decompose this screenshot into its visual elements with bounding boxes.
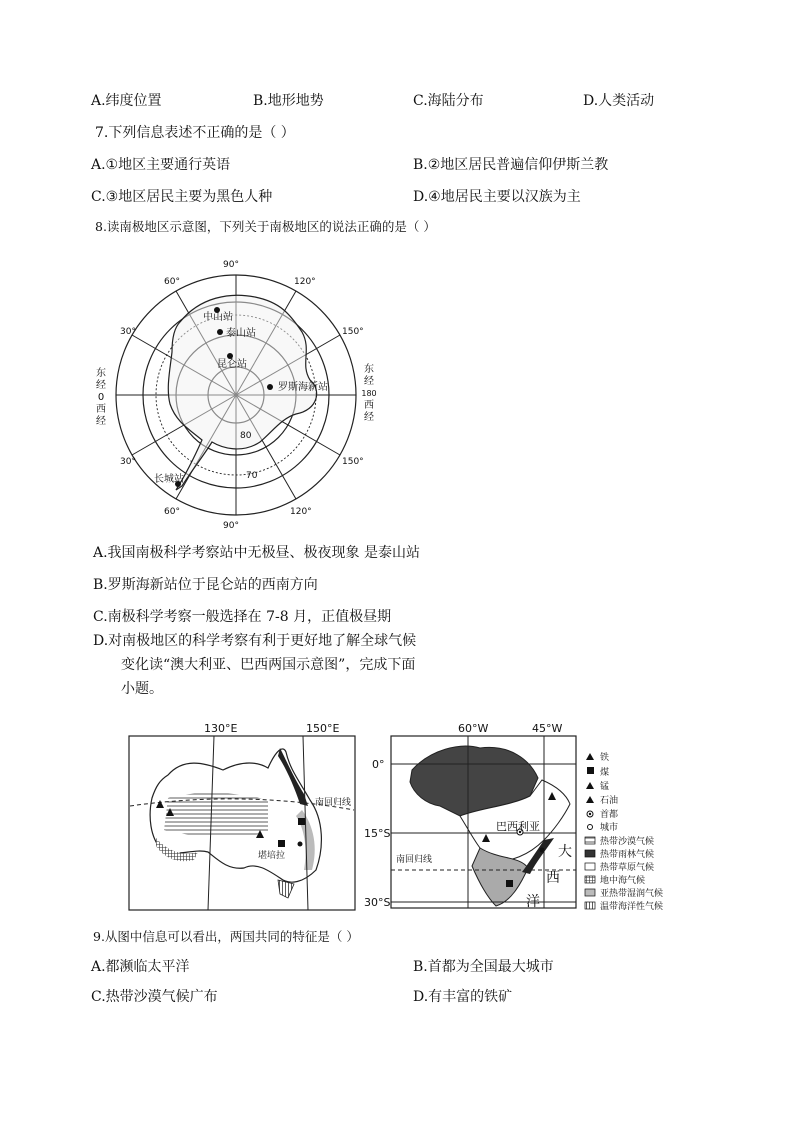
svg-text:锰: 锰 xyxy=(600,782,610,792)
lon-label-top: 90° xyxy=(223,260,239,270)
map-legend xyxy=(585,751,663,912)
q6-option-d: D.人类活动 xyxy=(583,93,655,109)
q9-option-a: A.都濒临太平洋 xyxy=(91,959,190,975)
taishan-station-marker xyxy=(217,329,223,335)
lon-label-top-left: 60° xyxy=(164,277,180,287)
legend-savanna-swatch xyxy=(585,863,595,870)
legend-oil-icon xyxy=(586,796,594,803)
station-label-taishan: 泰山站 xyxy=(226,328,256,339)
q9-option-c: C.热带沙漠气候广布 xyxy=(91,989,218,1005)
lat-label-30s: 30°S xyxy=(364,896,391,909)
q7-option-a: A.①地区主要通行英语 xyxy=(91,157,231,173)
q8-option-a: A.我国南极科学考察站中无极昼、极夜现象 是泰山站 xyxy=(93,545,421,561)
svg-text:亚热带湿润气候: 亚热带湿润气候 xyxy=(600,889,664,899)
q8-option-b: B.罗斯海新站位于昆仑站的西南方向 xyxy=(93,577,318,593)
legend-rainforest-swatch xyxy=(585,850,595,857)
q8-option-d: D.对南极地区的科学考察有利于更好地了解全球气候 xyxy=(93,633,417,649)
lon-label-bottom: 90° xyxy=(223,521,239,531)
legend-city-icon xyxy=(588,825,593,830)
lon-label-130e: 130°E xyxy=(204,722,238,735)
q7-option-b: B.②地区居民普遍信仰伊斯兰教 xyxy=(413,157,609,173)
svg-text:煤: 煤 xyxy=(600,768,610,778)
legend-mediterranean-swatch xyxy=(585,876,595,883)
lat-label-70: 70 xyxy=(246,471,258,481)
left-axis-2: 经 xyxy=(96,380,106,391)
station-label-ross-sea: 罗斯海新站 xyxy=(278,382,328,393)
svg-text:石油: 石油 xyxy=(600,796,619,806)
svg-text:铁: 铁 xyxy=(600,753,610,763)
right-axis-1: 东 xyxy=(364,364,374,375)
legend-maritime-swatch xyxy=(585,902,595,909)
coal-marker xyxy=(298,818,305,825)
q8-continuation-1: 变化读“澳大利亚、巴西两国示意图”，完成下面 xyxy=(121,657,416,673)
left-axis-1: 东 xyxy=(96,368,106,379)
q6-option-c: C.海陆分布 xyxy=(413,93,484,109)
brazil-map xyxy=(360,720,670,915)
lon-label-lower-left: 30° xyxy=(120,457,136,467)
right-axis-4: 西 xyxy=(364,400,374,411)
legend-iron-icon xyxy=(586,753,594,760)
q8-stem: 8.读南极地区示意图，下列关于南极地区的说法正确的是（ ） xyxy=(95,219,436,234)
ross-sea-station-marker xyxy=(267,384,273,390)
svg-text:城市: 城市 xyxy=(600,823,619,833)
legend-coal-icon xyxy=(587,767,594,774)
lat-label-15s: 15°S xyxy=(364,827,391,840)
svg-text:热带沙漠气候: 热带沙漠气候 xyxy=(600,837,655,847)
australia-map xyxy=(128,720,358,912)
left-axis-5: 经 xyxy=(96,416,106,427)
q8-continuation-2: 小题。 xyxy=(121,681,163,697)
lon-label-upper-left: 30° xyxy=(120,327,136,337)
tropic-label-australia: 南回归线 xyxy=(315,798,352,808)
lon-label-60w: 60°W xyxy=(458,722,489,735)
q8-option-c: C.南极科学考察一般选择在 7-8 月，正值极昼期 xyxy=(93,609,392,625)
antarctic-map xyxy=(90,252,390,537)
brasilia-label: 巴西利亚 xyxy=(496,820,540,833)
lat-label-0: 0° xyxy=(372,758,385,771)
svg-text:首都: 首都 xyxy=(600,810,619,820)
left-axis-3: 0 xyxy=(97,392,105,403)
right-axis-2: 经 xyxy=(364,376,374,387)
svg-text:温带海洋性气候: 温带海洋性气候 xyxy=(600,902,664,912)
q6-option-b: B.地形地势 xyxy=(253,93,324,109)
lon-label-bottom-right: 120° xyxy=(290,507,312,517)
lon-label-45w: 45°W xyxy=(532,722,563,735)
legend-humid-subtropical-swatch xyxy=(585,889,595,896)
q9-option-d: D.有丰富的铁矿 xyxy=(413,989,513,1005)
legend-desert-swatch xyxy=(585,837,595,844)
svg-text:热带草原气候: 热带草原气候 xyxy=(600,863,655,873)
lon-label-150e: 150°E xyxy=(306,722,340,735)
canberra-label: 堪培拉 xyxy=(258,851,286,861)
q7-option-d: D.④地居民主要以汉族为主 xyxy=(413,189,581,205)
lon-label-upper-right: 150° xyxy=(342,327,364,337)
svg-text:地中海气候: 地中海气候 xyxy=(600,876,646,886)
right-axis-5: 经 xyxy=(364,412,374,423)
q7-stem: 7.下列信息表述不正确的是（ ） xyxy=(95,125,295,141)
lon-label-lower-right: 150° xyxy=(342,457,364,467)
legend-manganese-icon xyxy=(586,782,594,789)
station-label-zhongshan: 中山站 xyxy=(203,312,233,323)
q7-option-c: C.③地区居民主要为黑色人种 xyxy=(91,189,273,205)
ocean-label-3: 洋 xyxy=(526,894,540,910)
left-axis-4: 西 xyxy=(96,404,106,415)
lon-label-top-right: 120° xyxy=(294,277,316,287)
tropic-label-brazil: 南回归线 xyxy=(396,855,433,865)
q9-stem: 9.从图中信息可以看出，两国共同的特征是（ ） xyxy=(93,929,359,944)
station-label-great-wall: 长城站 xyxy=(154,474,184,485)
ocean-label-1: 大 xyxy=(558,844,572,860)
svg-text:热带雨林气候: 热带雨林气候 xyxy=(600,850,655,860)
right-axis-3: 180 xyxy=(361,389,377,398)
q6-option-a: A.纬度位置 xyxy=(91,93,162,109)
q9-option-b: B.首都为全国最大城市 xyxy=(413,959,554,975)
ocean-label-2: 西 xyxy=(546,870,560,886)
lat-label-80: 80 xyxy=(240,431,252,441)
station-label-kunlun: 昆仑站 xyxy=(217,359,247,370)
lon-label-bottom-left: 60° xyxy=(164,507,180,517)
